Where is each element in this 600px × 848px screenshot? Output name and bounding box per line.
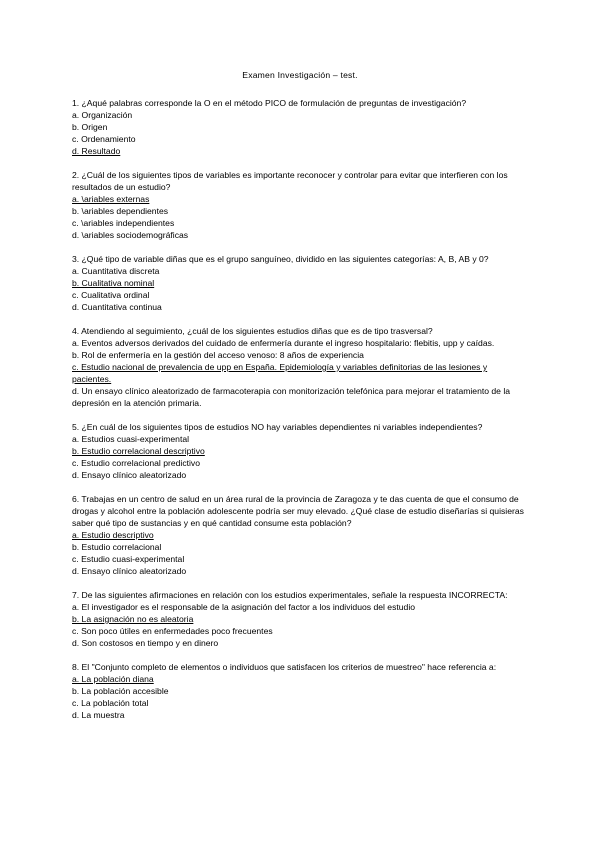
question-text: 2. ¿Cuál de los siguientes tipos de variables es importante reconocer y controlar para evitar que interfieren con los resultados de un estudio? <box>72 170 508 192</box>
question-6 <box>72 493 527 577</box>
question-text: 8. El "Conjunto completo de elementos o individuos que satisfacen los criterios de muestreo" hace referencia a: <box>72 662 497 672</box>
answer-option-a: a. Organización <box>72 110 133 120</box>
answer-option-d: d. \ariables sociodemográficas <box>72 230 189 240</box>
question-7 <box>72 589 527 649</box>
answer-option-d: d. Ensayo clínico aleatorizado <box>72 566 187 576</box>
correct-answer-option-a: a. La población diana <box>72 674 154 684</box>
question-text: 6. Trabajas en un centro de salud en un área rural de la provincia de Zaragoza y te das cuenta de que el consumo de drogas y alcohol entre la población adolescente podría ser muy elevado. ¿Qué clase de estudio diseñarías si quisieras saber qué tipo de sustancias y en qué cantidad consume esta población? <box>72 494 524 528</box>
answer-option-a: a. Estudios cuasi-experimental <box>72 434 190 444</box>
answer-option-b: b. Rol de enfermería en la gestión del acceso venoso: 8 años de experiencia <box>72 350 364 360</box>
question-4 <box>72 325 527 409</box>
answer-option-d: d. Cuantitativa continua <box>72 302 162 312</box>
answer-option-c: c. Ordenamiento <box>72 134 136 144</box>
question-text: 7. De las siguientes afirmaciones en relación con los estudios experimentales, señale la respuesta INCORRECTA: <box>72 590 508 600</box>
answer-option-b: b. \ariables dependientes <box>72 206 169 216</box>
answer-option-d: d. Un ensayo clínico aleatorizado de farmacoterapia con monitorización telefónica para mejorar el tratamiento de la depresión en la atención primaria. <box>72 386 511 408</box>
answer-option-c: c. Estudio cuasi-experimental <box>72 554 185 564</box>
question-list <box>72 97 527 733</box>
answer-option-c: c. La población total <box>72 698 149 708</box>
answer-option-b: b. Origen <box>72 122 108 132</box>
correct-answer-option-c: c. Estudio nacional de prevalencia de upp en España. Epidemiología y variables definitorias de las lesiones y pacientes. <box>72 362 488 384</box>
answer-option-d: d. Ensayo clínico aleatorizado <box>72 470 187 480</box>
question-text: 4. Atendiendo al seguimiento, ¿cuál de los siguientes estudios diñas que es de tipo trasversal? <box>72 326 433 336</box>
correct-answer-option-b: b. Cualitativa nominal <box>72 278 155 288</box>
correct-answer-option-a: a. Estudio descriptivo <box>72 530 154 540</box>
answer-option-a: a. El investigador es el responsable de la asignación del factor a los individuos del estudio <box>72 602 416 612</box>
question-text: 5. ¿En cuál de los siguientes tipos de estudios NO hay variables dependientes ni variables independientes? <box>72 422 483 432</box>
answer-option-d: d. Son costosos en tiempo y en dinero <box>72 638 219 648</box>
question-text: 3. ¿Qué tipo de variable diñas que es el grupo sanguíneo, dividido en las siguientes categorías: A, B, AB y 0? <box>72 254 489 264</box>
question-5 <box>72 421 527 481</box>
answer-option-a: a. Eventos adversos derivados del cuidado de enfermería durante el ingreso hospitalario: flebitis, upp y caídas. <box>72 338 495 348</box>
question-1 <box>72 97 527 157</box>
question-8 <box>72 661 527 721</box>
question-text: 1. ¿Aqué palabras corresponde la O en el método PICO de formulación de preguntas de investigación? <box>72 98 467 108</box>
correct-answer-option-a: a. \ariables externas <box>72 194 150 204</box>
question-3 <box>72 253 527 313</box>
answer-option-b: b. Estudio correlacional <box>72 542 162 552</box>
answer-option-b: b. La población accesible <box>72 686 169 696</box>
correct-answer-option-b: b. La asignación no es aleatoria <box>72 614 194 624</box>
answer-option-c: c. Estudio correlacional predictivo <box>72 458 201 468</box>
answer-option-a: a. Cuantitativa discreta <box>72 266 160 276</box>
question-2 <box>72 169 527 241</box>
answer-option-c: c. Son poco útiles en enfermedades poco frecuentes <box>72 626 273 636</box>
answer-option-c: c. \ariables independientes <box>72 218 175 228</box>
answer-option-d: d. La muestra <box>72 710 125 720</box>
document-title: Examen Investigación – test. <box>242 70 358 80</box>
answer-option-c: c. Cualitativa ordinal <box>72 290 150 300</box>
correct-answer-option-b: b. Estudio correlacional descriptivo <box>72 446 205 456</box>
correct-answer-option-d: d. Resultado <box>72 146 121 156</box>
